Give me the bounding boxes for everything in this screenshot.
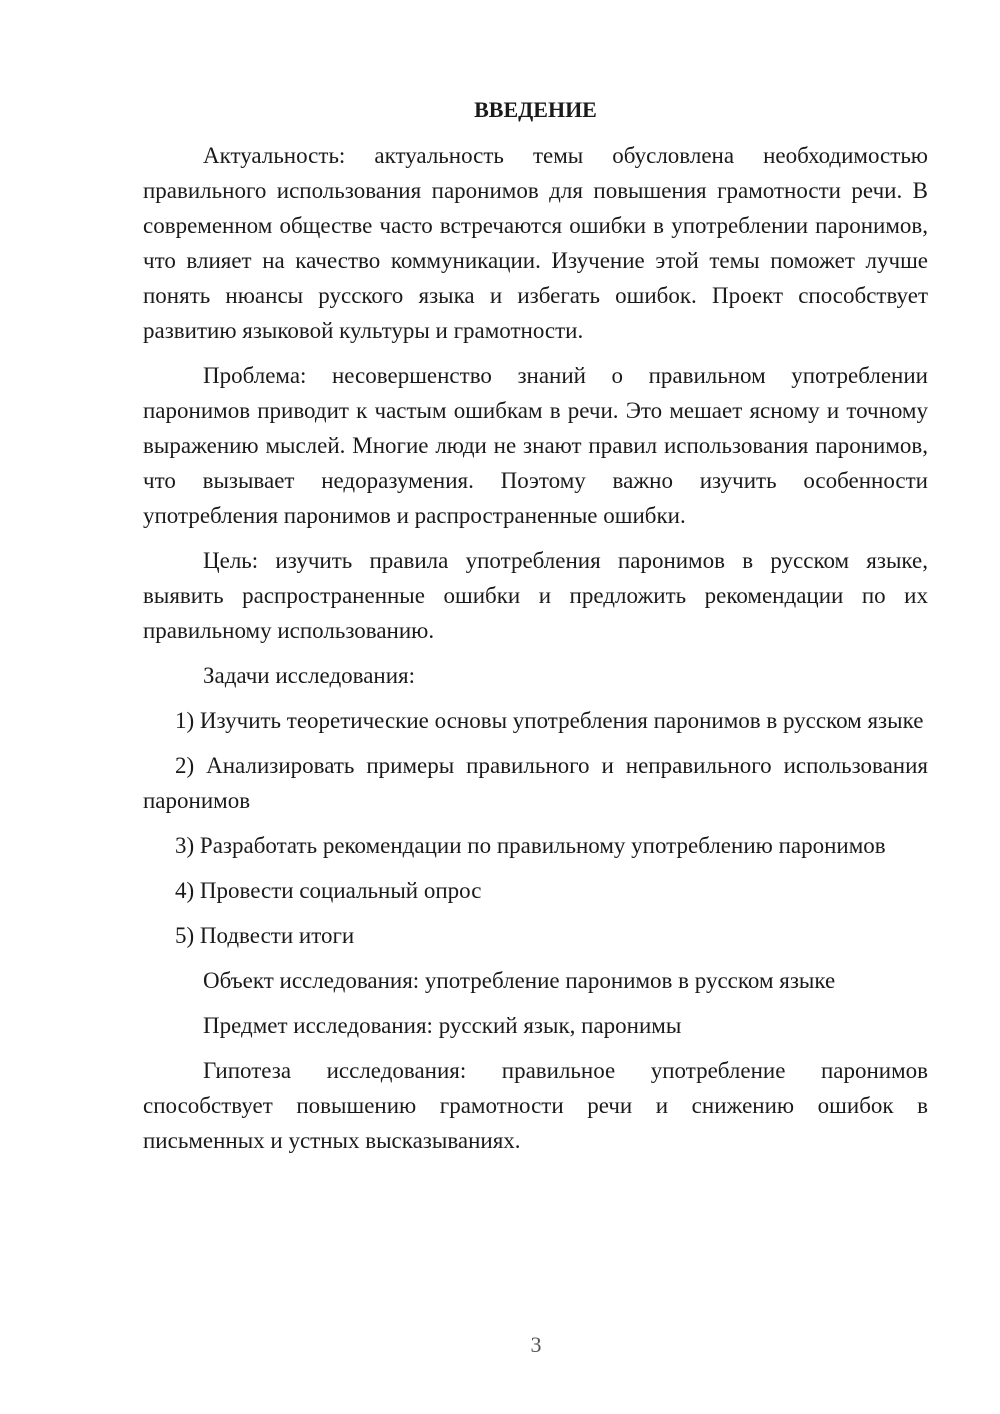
task-item-1: 1) Изучить теоретические основы употребления паронимов в русском языке bbox=[175, 708, 924, 733]
research-hypothesis: Гипотеза исследования: правильное употребление паронимов способствует повышению грамотности речи и снижению ошибок в письменных и устных высказываниях. bbox=[143, 1058, 928, 1153]
page-number: 3 bbox=[530, 1332, 542, 1357]
relevance-paragraph: Актуальность: актуальность темы обусловлена необходимостью правильного использования паронимов для повышения грамотности речи. В современном обществе часто встречаются ошибки в употреблении паронимов, что влияет на качество коммуникации. Изучение этой темы поможет лучше понять нюансы русского языка и избегать ошибок. Проект способствует развитию языковой культуры и грамотности. bbox=[143, 143, 928, 343]
research-object: Объект исследования: употребление паронимов в русском языке bbox=[203, 968, 836, 993]
task-item-3: 3) Разработать рекомендации по правильному употреблению паронимов bbox=[175, 833, 886, 858]
document-body bbox=[143, 94, 928, 1168]
task-item-4: 4) Провести социальный опрос bbox=[175, 878, 482, 903]
section-heading: ВВЕДЕНИЕ bbox=[474, 97, 597, 122]
task-item-5: 5) Подвести итоги bbox=[175, 923, 355, 948]
research-subject: Предмет исследования: русский язык, паронимы bbox=[203, 1013, 682, 1038]
task-item-2: 2) Анализировать примеры правильного и неправильного использования паронимов bbox=[143, 753, 928, 813]
goal-paragraph: Цель: изучить правила употребления паронимов в русском языке, выявить распространенные ошибки и предложить рекомендации по их правильному использованию. bbox=[143, 548, 928, 643]
tasks-heading: Задачи исследования: bbox=[203, 663, 416, 688]
problem-paragraph: Проблема: несовершенство знаний о правильном употреблении паронимов приводит к частым ошибкам в речи. Это мешает ясному и точному выражению мыслей. Многие люди не знают правил использования паронимов, что вызывает недоразумения. Поэтому важно изучить особенности употребления паронимов и распространенные ошибки. bbox=[143, 363, 928, 528]
